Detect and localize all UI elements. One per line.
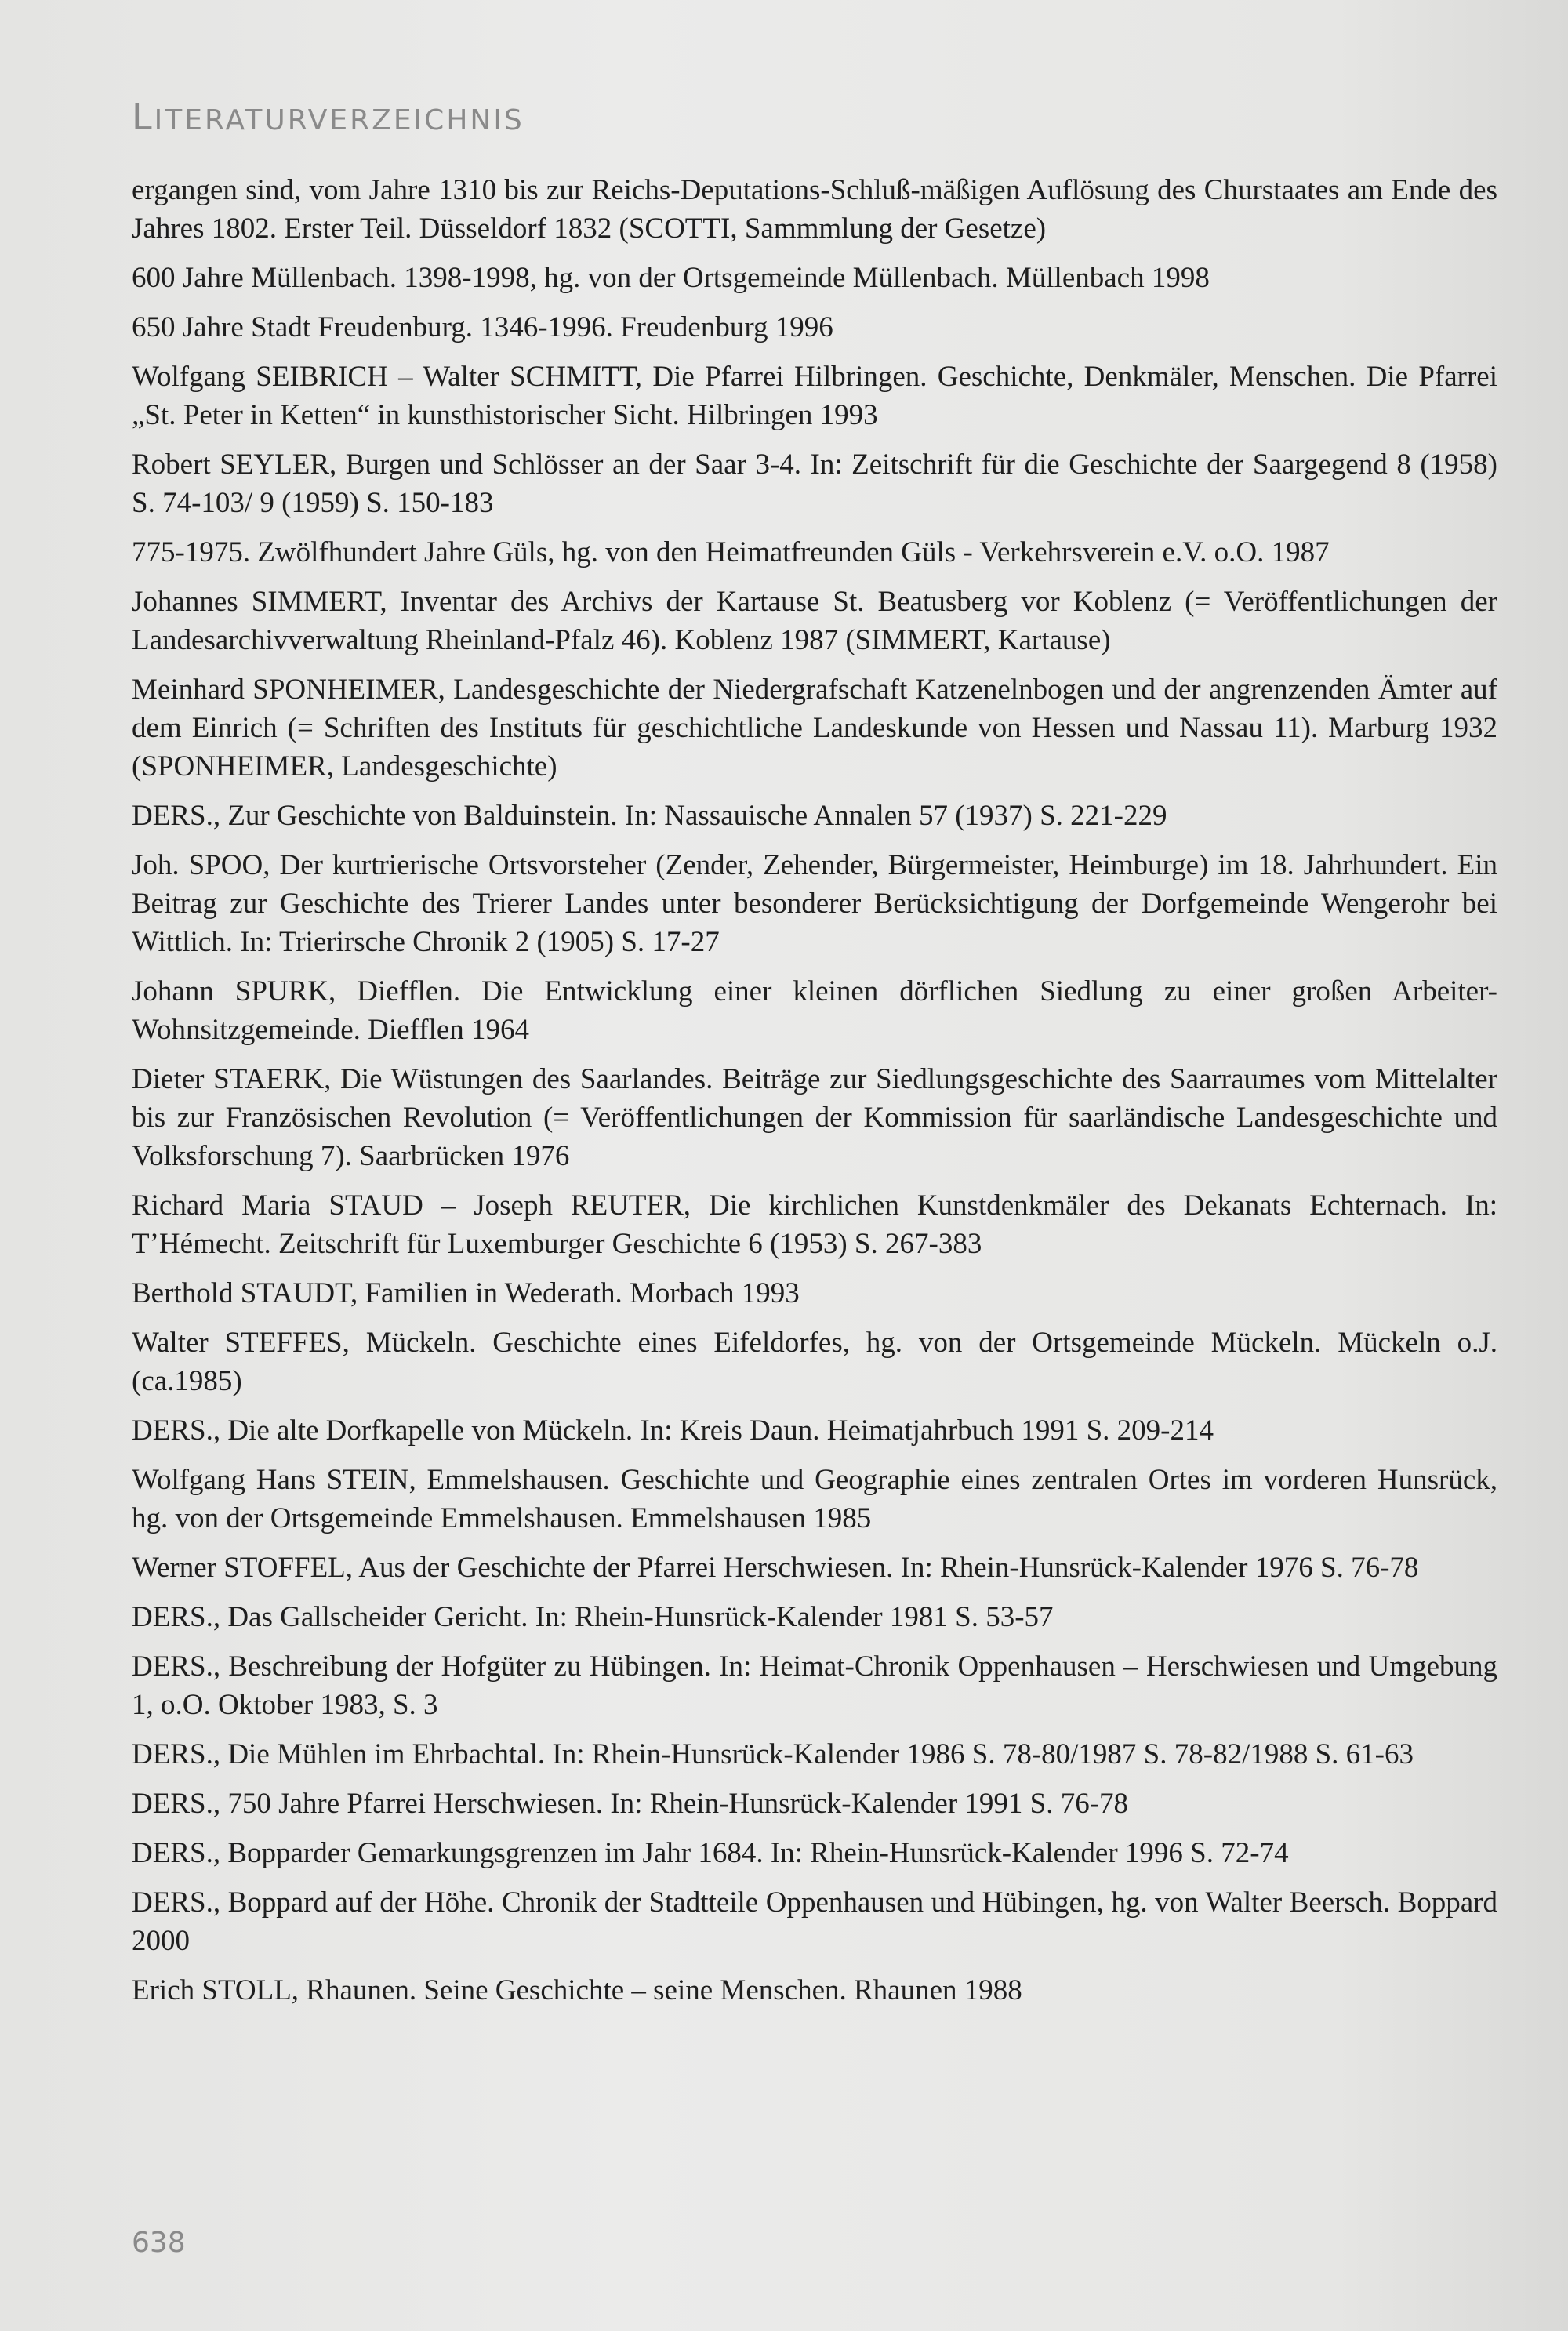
bibliography-entry: DERS., Zur Geschichte von Balduinstein. In: Nassauische Annalen 57 (1937) S. 221-229 [132,800,1167,832]
header-rest: ITERATURVERZEICHNIS [154,104,524,136]
bibliography-entry: 600 Jahre Müllenbach. 1398-1998, hg. von der Ortsgemeinde Müllenbach. Müllenbach 1998 [132,262,1210,294]
header-initial: L [132,96,154,138]
bibliography-list [132,171,1497,2021]
bibliography-entry: Wolfgang SEIBRICH – Walter SCHMITT, Die Pfarrei Hilbringen. Geschichte, Denkmäler, Menschen. Die Pfarrei „St. Peter in Ketten“ in kunsthistorischer Sicht. Hilbringen 1993 [132,361,1497,431]
bibliography-entry: Dieter STAERK, Die Wüstungen des Saarlandes. Beiträge zur Siedlungsgeschichte des Saarraumes vom Mittelalter bis zur Französischen Revolution (= Veröffentlichungen der Kommission für saarländische Landesgeschichte und Volksforschung 7). Saarbrücken 1976 [132,1063,1497,1172]
bibliography-entry: DERS., Boppard auf der Höhe. Chronik der Stadtteile Oppenhausen und Hübingen, hg. von Walter Beersch. Boppard 2000 [132,1886,1497,1957]
bibliography-entry: DERS., Die alte Dorfkapelle von Mückeln. In: Kreis Daun. Heimatjahrbuch 1991 S. 209-214 [132,1414,1214,1447]
bibliography-entry: ergangen sind, vom Jahre 1310 bis zur Reichs-Deputations-Schluß-mäßigen Auflösung des Churstaates am Ende des Jahres 1802. Erster Teil. Düsseldorf 1832 (SCOTTI, Sammmlung der Gesetze) [132,174,1497,245]
running-header [132,96,524,138]
bibliography-entry: DERS., 750 Jahre Pfarrei Herschwiesen. In: Rhein-Hunsrück-Kalender 1991 S. 76-78 [132,1788,1129,1820]
bibliography-entry: 775-1975. Zwölfhundert Jahre Güls, hg. von den Heimatfreunden Güls - Verkehrsverein e.V. o.O. 1987 [132,536,1330,568]
bibliography-entry: Joh. SPOO, Der kurtrierische Ortsvorsteher (Zender, Zehender, Bürgermeister, Heimburge) im 18. Jahrhundert. Ein Beitrag zur Geschichte des Trierer Landes unter besonderer Berücksichtigung der Dorfgemeinde Wengerohr bei Wittlich. In: Trierirsche Chronik 2 (1905) S. 17-27 [132,849,1497,958]
bibliography-entry: Walter STEFFES, Mückeln. Geschichte eines Eifeldorfes, hg. von der Ortsgemeinde Mückeln. Mückeln o.J. (ca.1985) [132,1327,1497,1397]
bibliography-entry: Richard Maria STAUD – Joseph REUTER, Die kirchlichen Kunstdenkmäler des Dekanats Echternach. In: T’Hémecht. Zeitschrift für Luxemburger Geschichte 6 (1953) S. 267-383 [132,1189,1497,1260]
bibliography-entry: Wolfgang Hans STEIN, Emmelshausen. Geschichte und Geographie eines zentralen Ortes im vorderen Hunsrück, hg. von der Ortsgemeinde Emmelshausen. Emmelshausen 1985 [132,1464,1497,1534]
bibliography-entry: Berthold STAUDT, Familien in Wederath. Morbach 1993 [132,1277,800,1309]
bibliography-entry: Robert SEYLER, Burgen und Schlösser an der Saar 3-4. In: Zeitschrift für die Geschichte der Saargegend 8 (1958) S. 74-103/ 9 (1959) S. 150-183 [132,448,1497,519]
bibliography-entry: Erich STOLL, Rhaunen. Seine Geschichte – seine Menschen. Rhaunen 1988 [132,1974,1022,2006]
bibliography-entry: Werner STOFFEL, Aus der Geschichte der Pfarrei Herschwiesen. In: Rhein-Hunsrück-Kalender 1976 S. 76-78 [132,1552,1419,1584]
bibliography-entry: DERS., Das Gallscheider Gericht. In: Rhein-Hunsrück-Kalender 1981 S. 53-57 [132,1601,1054,1633]
bibliography-entry: DERS., Die Mühlen im Ehrbachtal. In: Rhein-Hunsrück-Kalender 1986 S. 78-80/1987 S. 78-82/1988 S. 61-63 [132,1738,1414,1770]
page-number: 638 [132,2227,186,2259]
bibliography-entry: 650 Jahre Stadt Freudenburg. 1346-1996. Freudenburg 1996 [132,311,833,343]
bibliography-entry: DERS., Beschreibung der Hofgüter zu Hübingen. In: Heimat-Chronik Oppenhausen – Herschwiesen und Umgebung 1, o.O. Oktober 1983, S. 3 [132,1650,1497,1721]
bibliography-entry: DERS., Bopparder Gemarkungsgrenzen im Jahr 1684. In: Rhein-Hunsrück-Kalender 1996 S. 72-74 [132,1837,1289,1869]
bibliography-entry: Meinhard SPONHEIMER, Landesgeschichte der Niedergrafschaft Katzenelnbogen und der angrenzenden Ämter auf dem Einrich (= Schriften des Instituts für geschichtliche Landeskunde von Hessen und Nassau 11). Marburg 1932 (SPONHEIMER, Landesgeschichte) [132,674,1497,782]
bibliography-entry: Johann SPURK, Diefflen. Die Entwicklung einer kleinen dörflichen Siedlung zu einer großen Arbeiter-Wohnsitzgemeinde. Diefflen 1964 [132,975,1497,1046]
bibliography-entry: Johannes SIMMERT, Inventar des Archivs der Kartause St. Beatusberg vor Koblenz (= Veröffentlichungen der Landesarchivverwaltung Rheinland-Pfalz 46). Koblenz 1987 (SIMMERT, Kartause) [132,586,1497,656]
